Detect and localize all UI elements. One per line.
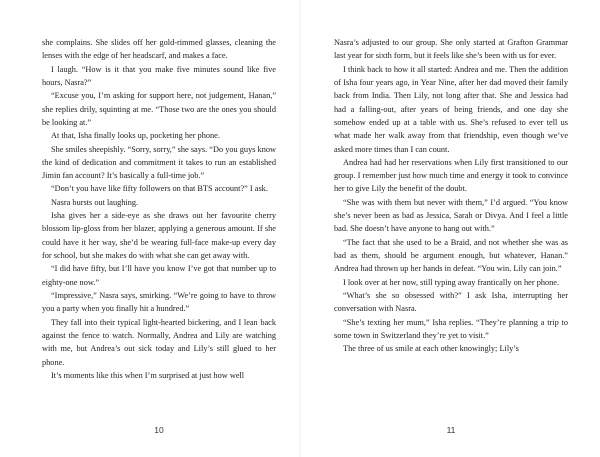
paragraph: “She’s texting her mum,” Isha replies. “They’re planning a trip to some town in Switzerland they’re yet to visit.” — [334, 317, 568, 340]
paragraph: The three of us smile at each other knowingly; Lily’s — [343, 344, 519, 354]
paragraph: she complains. She slides off her gold-rimmed glasses, cleaning the lenses with the edge of her headscarf, and makes a face. — [42, 38, 276, 61]
paragraph: She smiles sheepishly. “Sorry, sorry,” she says. “Do you guys know the kind of dedication and commitment it takes to run an established Jimin fan account? It’s basically a full-time job.” — [42, 144, 276, 181]
paragraph: “Impressive,” Nasra says, smirking. “We’re going to have to throw you a party when you finally hit a hundred.” — [42, 290, 276, 314]
paragraph: Nasra bursts out laughing. — [51, 197, 139, 207]
page-number-right: 11 — [446, 425, 456, 435]
paragraph: “She was with them but never with them,” I’d argued. “You know she’s never been as bad as Jessica, Sarah or Divya. And I feel a little bad. She doesn’t have anyone to hang out with.” — [334, 197, 568, 234]
paragraph: I laugh. “How is it that you make five minutes sound like five hours, Nasra?” — [42, 64, 276, 87]
paragraph: At that, Isha finally looks up, pocketing her phone. — [51, 131, 220, 141]
right-page — [334, 36, 568, 356]
paragraph: “Don’t you have like fifty followers on that BTS account?” I ask. — [51, 184, 268, 194]
page-gutter — [299, 0, 301, 457]
page-number-left: 10 — [154, 425, 164, 435]
paragraph: Nasra’s adjusted to our group. She only started at Grafton Grammar last year for sixth form, but it feels like she’s been with us for ever. — [334, 38, 568, 61]
paragraph: It’s moments like this when I’m surprised at just how well — [51, 370, 245, 380]
paragraph: Isha gives her a side-eye as she draws out her favourite cherry blossom lip-gloss from her blazer, applying a generous amount. If she could have it her way, she’d be wearing full-face make-up every day for school, but she makes do with what she can get away with. — [42, 211, 276, 260]
paragraph: They fall into their typical light-hearted bickering, and I lean back against the fence to watch. Normally, Andrea and Lily are watching with me, but Andrea’s out sick today and Lily’s still glued to her phone. — [42, 317, 276, 367]
paragraph: “What’s she so obsessed with?” I ask Isha, interrupting her conversation with Nasra. — [334, 290, 568, 314]
left-page — [42, 36, 276, 382]
paragraph: I look over at her now, still typing away frantically on her phone. — [343, 277, 560, 287]
paragraph: I think back to how it all started: Andrea and me. Then the addition of Isha four years ago, in Year Nine, after her dad moved their family back from India. Then Lily, not long after that. She and Jessica had had a falling-out, after years of being friends, and one day she somehow ended up at a table with us. She’s refused to ever tell us what made her walk away from that friendship, even though we’ve asked more times than I can count. — [334, 64, 568, 154]
paragraph: Andrea had had her reservations when Lily first transitioned to our group. I remember just how much time and energy it took to convince her to give Lily the benefit of the doubt. — [334, 157, 568, 194]
paragraph: “I did have fifty, but I’ll have you know I’ve got that number up to eighty-one now.” — [42, 264, 276, 287]
paragraph: “Excuse you, I’m asking for support here, not judgement, Hanan,” she replies drily, squinting at me. “Those two are the ones you should be looking at.” — [42, 91, 276, 127]
paragraph: “The fact that she used to be a Braid, and not whether she was as bad as them, should be argument enough, but whatever, Hanan.” Andrea had thrown up her hands in defeat. “You win. Lily can join.” — [334, 237, 568, 274]
